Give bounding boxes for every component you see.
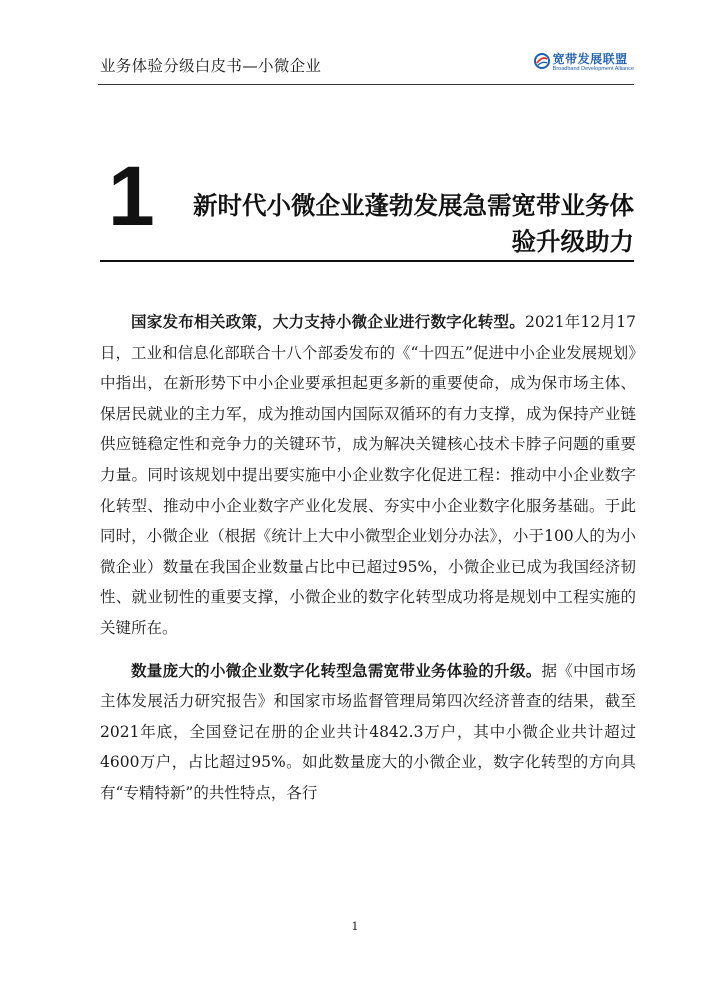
paragraph-2-text: 据《中国市场主体发展活力研究报告》和国家市场监督管理局第四次经济普查的结果，截至2021年底，全国登记在册的企业共计4842.3万户，其中小微企业共计超过4600万户，占比超过95%。如此数量庞大的小微企业，数字化转型的方向具有“专精特新”的共性特点，各行	[100, 661, 636, 802]
paragraph-1-text: 2021年12月17日，工业和信息化部联合十八个部委发布的《“十四五”促进中小企业发展规划》中指出，在新形势下中小企业要承担起更多新的重要使命，成为保市场主体、保居民就业的主力军，成为推动国内国际双循环的有力支撑，成为保持产业链供应链稳定性和竞争力的关键环节，成为解决关键核心技术卡脖子问题的重要力量。同时该规划中提出要实施中小企业数字化促进工程：推动中小企业数字化转型、推动中小企业数字产业化发展、夯实中小企业数字化服务基础。于此同时，小微企业（根据《统计上大中小微型企业划分办法》，小于100人的为小微企业）数量在我国企业数量占比中已超过95%，小微企业已成为我国经济韧性、就业韧性的重要支撑，小微企业的数字化转型成功将是规划中工程实施的关键所在。	[100, 313, 636, 637]
body-section	[100, 307, 636, 809]
paragraph-2-lead: 数量庞大的小微企业数字化转型急需宽带业务体验的升级。	[131, 661, 542, 680]
alliance-logo	[534, 52, 634, 73]
page-header	[98, 52, 634, 85]
logo-name-cn: 宽带发展联盟	[552, 52, 628, 66]
alliance-logo-icon	[534, 53, 550, 69]
logo-name-en: Broadband Development Alliance	[552, 66, 634, 72]
chapter-title-line-2: 验升级助力	[511, 227, 634, 256]
paragraph-1	[100, 307, 636, 644]
chapter-heading	[100, 150, 634, 262]
chapter-number: 1	[108, 149, 155, 243]
paragraph-1-lead: 国家发布相关政策，大力支持小微企业进行数字化转型。	[131, 313, 526, 331]
chapter-title	[162, 188, 634, 260]
chapter-title-line-1: 新时代小微企业蓬勃发展急需宽带业务体	[193, 191, 634, 220]
header-title: 业务体验分级白皮书—小微企业	[100, 57, 322, 75]
page-number: 1	[351, 920, 359, 933]
paragraph-2	[100, 656, 636, 809]
